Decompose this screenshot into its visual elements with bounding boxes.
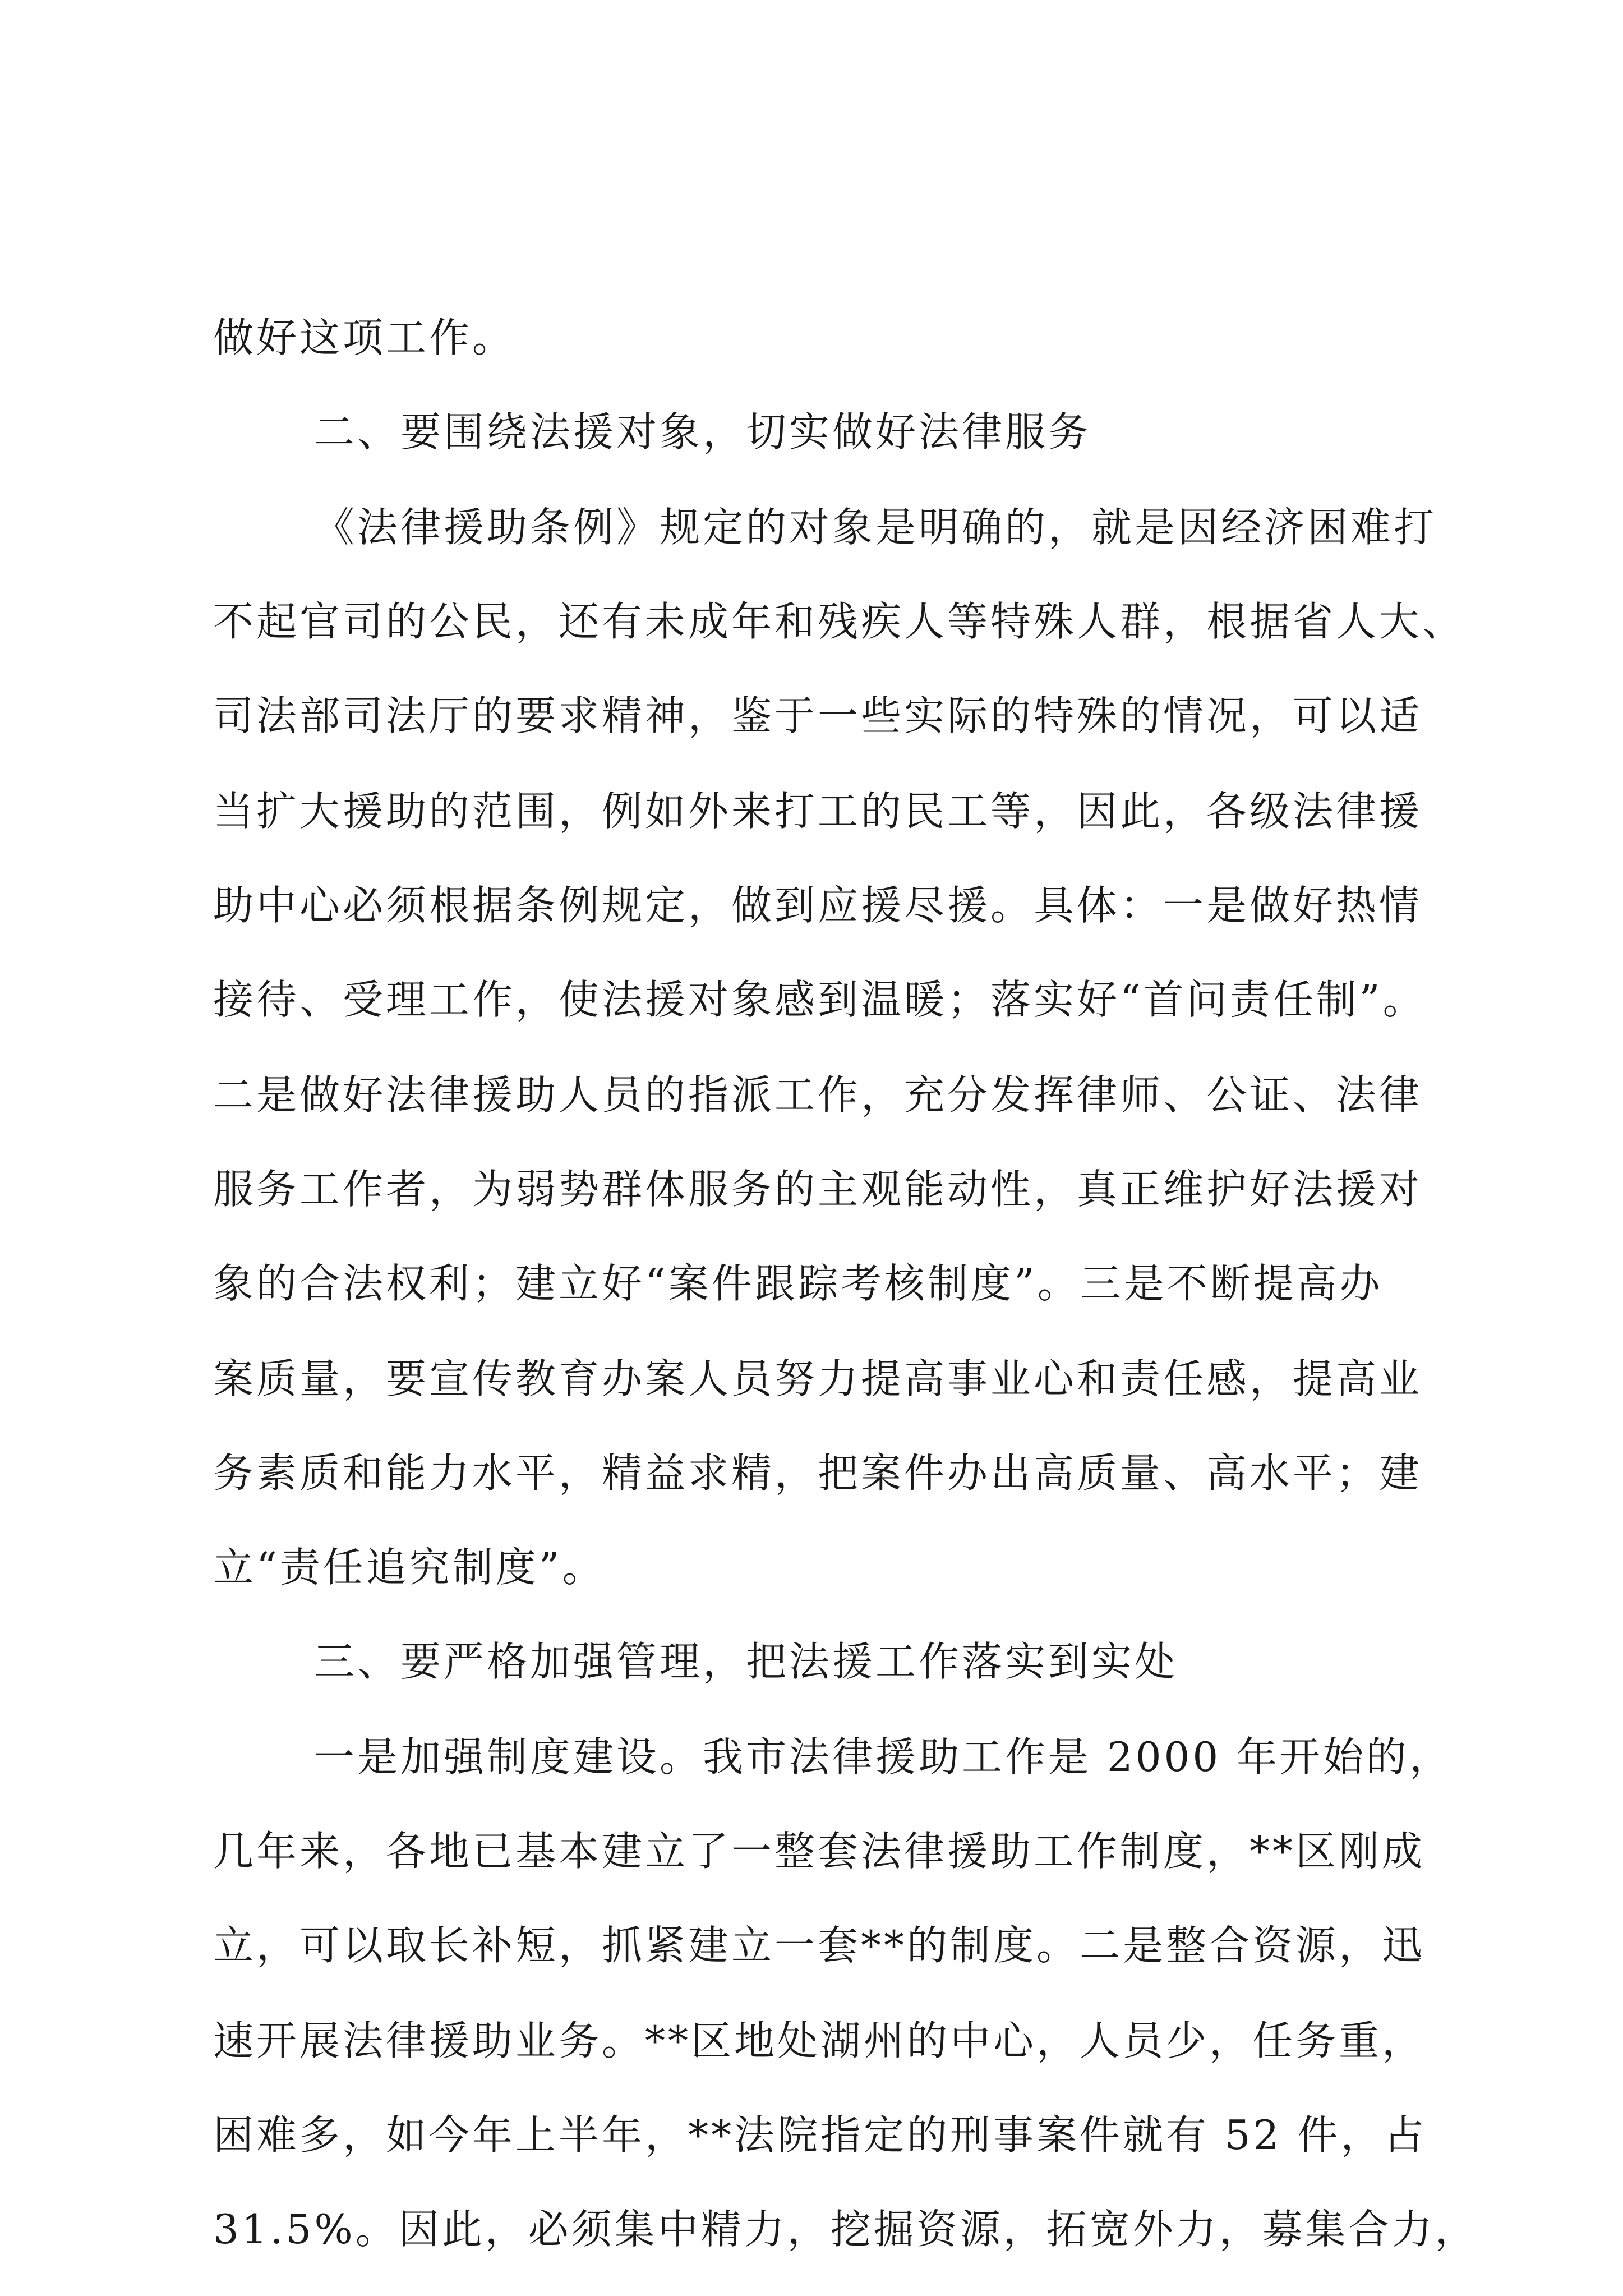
body-line-12: 案质量，要宣传教育办案人员努力提高事业心和责任感，提高业 bbox=[213, 1355, 1423, 1402]
body-line-18: 立，可以取长补短，抓紧建立一套**的制度。二是整合资源，迅 bbox=[213, 1922, 1426, 1969]
body-line-3: 《法律援助条例》规定的对象是明确的，就是因经济困难打 bbox=[314, 504, 1437, 551]
body-line-17: 几年来，各地已基本建立了一整套法律援助工作制度，**区刚成 bbox=[213, 1828, 1426, 1875]
body-line-11: 象的合法权利；建立好“案件跟踪考核制度”。三是不断提高办 bbox=[213, 1260, 1383, 1307]
body-line-5: 司法部司法厅的要求精神，鉴于一些实际的特殊的情况，可以适 bbox=[213, 692, 1423, 739]
body-line-7: 助中心必须根据条例规定，做到应援尽援。具体：一是做好热情 bbox=[213, 882, 1423, 929]
body-line-10: 服务工作者，为弱势群体服务的主观能动性，真正维护好法援对 bbox=[213, 1166, 1423, 1213]
body-line-21: 31.5%。因此，必须集中精力，挖掘资源，拓宽外力，募集合力， bbox=[213, 2206, 1478, 2253]
body-line-14: 立“责任追究制度”。 bbox=[213, 1544, 606, 1591]
body-line-4: 不起官司的公民，还有未成年和残疾人等特殊人群，根据省人大、 bbox=[213, 598, 1466, 645]
body-line-9: 二是做好法律援助人员的指派工作，充分发挥律师、公证、法律 bbox=[213, 1071, 1423, 1119]
body-line-8: 接待、受理工作，使法援对象感到温暖；落实好“首问责任制”。 bbox=[213, 976, 1426, 1023]
body-line-16: 一是加强制度建设。我市法律援助工作是 2000 年开始的， bbox=[314, 1733, 1453, 1780]
body-line-13: 务素质和能力水平，精益求精，把案件办出高质量、高水平；建 bbox=[213, 1450, 1423, 1497]
section-heading-2: 二、要围绕法援对象，切实做好法律服务 bbox=[314, 408, 1092, 455]
section-heading-3: 三、要严格加强管理，把法援工作落实到实处 bbox=[314, 1638, 1178, 1685]
body-line-6: 当扩大援助的范围，例如外来打工的民工等，因此，各级法律援 bbox=[213, 788, 1423, 835]
body-line-1: 做好这项工作。 bbox=[213, 314, 516, 361]
body-line-19: 速开展法律援助业务。**区地处湖州的中心，人员少，任务重， bbox=[213, 2017, 1426, 2064]
body-line-20: 困难多，如今年上半年，**法院指定的刑事案件就有 52 件，占 bbox=[213, 2111, 1427, 2159]
